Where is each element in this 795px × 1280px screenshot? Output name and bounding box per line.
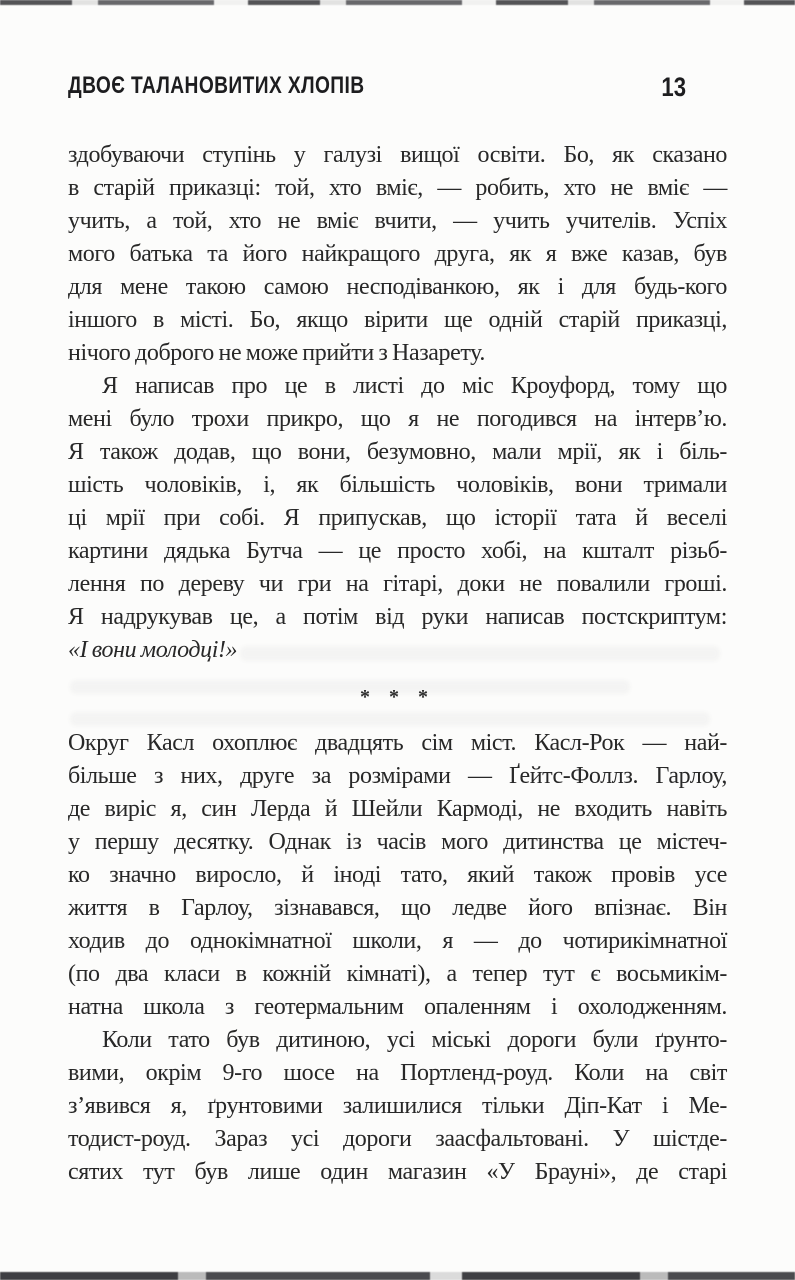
text-line: з’явився я, ґрунтовими залишилися тільки Діп-Кат і Ме- (68, 1093, 727, 1119)
text-line: (по два класи в кожній кімнаті), а тепер тут є восьмикім- (68, 961, 727, 987)
text-line: лення по дереву чи гри на гітарі, доки не повалили гроші. (68, 571, 727, 597)
text-line: Коли тато був дитиною, усі міські дороги були ґрунто- (102, 1027, 727, 1053)
text-line: вими, окрім 9-го шосе на Портленд-роуд. Коли на світ (68, 1060, 727, 1086)
text-line: нічого доброго не може прийти з Назарету. (68, 340, 485, 366)
text-line: «І вони молодці!» (68, 637, 238, 663)
text-line: у першу десятку. Однак із часів мого дитинства це містеч- (68, 829, 727, 855)
text-line: більше з них, друге за розмірами — Ґейтс-Фоллз. Гарлоу, (68, 763, 727, 789)
text-line: тодист-роуд. Зараз усі дороги заасфальтовані. У шістде- (68, 1126, 727, 1152)
text-line: іншого в місті. Бо, якщо вірити ще одній старій приказці, (68, 307, 727, 333)
page-number: 13 (661, 72, 686, 102)
text-line: для мене такою самою несподіванкою, як і для будь-кого (68, 274, 727, 300)
text-line: Я надрукував це, а потім від руки написав постскриптум: (68, 604, 727, 630)
section-divider: * * * (360, 686, 435, 708)
text-line: в старій приказці: той, хто вміє, — робить, хто не вміє — (68, 175, 727, 201)
running-header (68, 72, 727, 103)
text-line: ко значно виросло, й іноді тато, який також провів усе (68, 862, 727, 888)
text-line: мого батька та його найкращого друга, як я вже казав, був (68, 241, 727, 267)
text-line: учить, а той, хто не вміє вчити, — учить учителів. Успіх (68, 208, 727, 234)
text-line: Я також додав, що вони, безумовно, мали мрії, як і біль- (68, 439, 727, 465)
chapter-title: ДВОЄ ТАЛАНОВИТИХ ХЛОПІВ (68, 72, 365, 99)
text-line: де виріс я, син Лерда й Шейли Кармоді, не входить навіть (68, 796, 727, 822)
text-line: Округ Касл охоплює двадцять сім міст. Касл-Рок — най- (68, 730, 727, 756)
scan-edge-bottom (0, 1272, 795, 1280)
text-line: ці мрії при собі. Я припускав, що історії тата й веселі (68, 505, 727, 531)
text-line: натна школа з геотермальним опаленням і охолодженням. (68, 994, 727, 1020)
text-line: ходив до однокімнатної школи, я — до чотирикімнатної (68, 928, 727, 954)
text-line: Я написав про це в листі до міс Кроуфорд, тому що (102, 373, 727, 399)
scan-edge-top (0, 0, 795, 5)
text-line: шість чоловіків, і, як більшість чоловіків, вони тримали (68, 472, 727, 498)
text-line: сятих тут був лише один магазин «У Брауні», де старі (68, 1159, 727, 1185)
text-line: картини дядька Бутча — це просто хобі, на кшталт різьб- (68, 538, 727, 564)
text-line: здобуваючи ступінь у галузі вищої освіти. Бо, як сказано (68, 142, 727, 168)
body-text (68, 139, 727, 1189)
text-line: життя в Гарлоу, зізнавався, що ледве його впізнає. Він (68, 895, 727, 921)
text-line: мені було трохи прикро, що я не погодився на інтерв’ю. (68, 406, 727, 432)
